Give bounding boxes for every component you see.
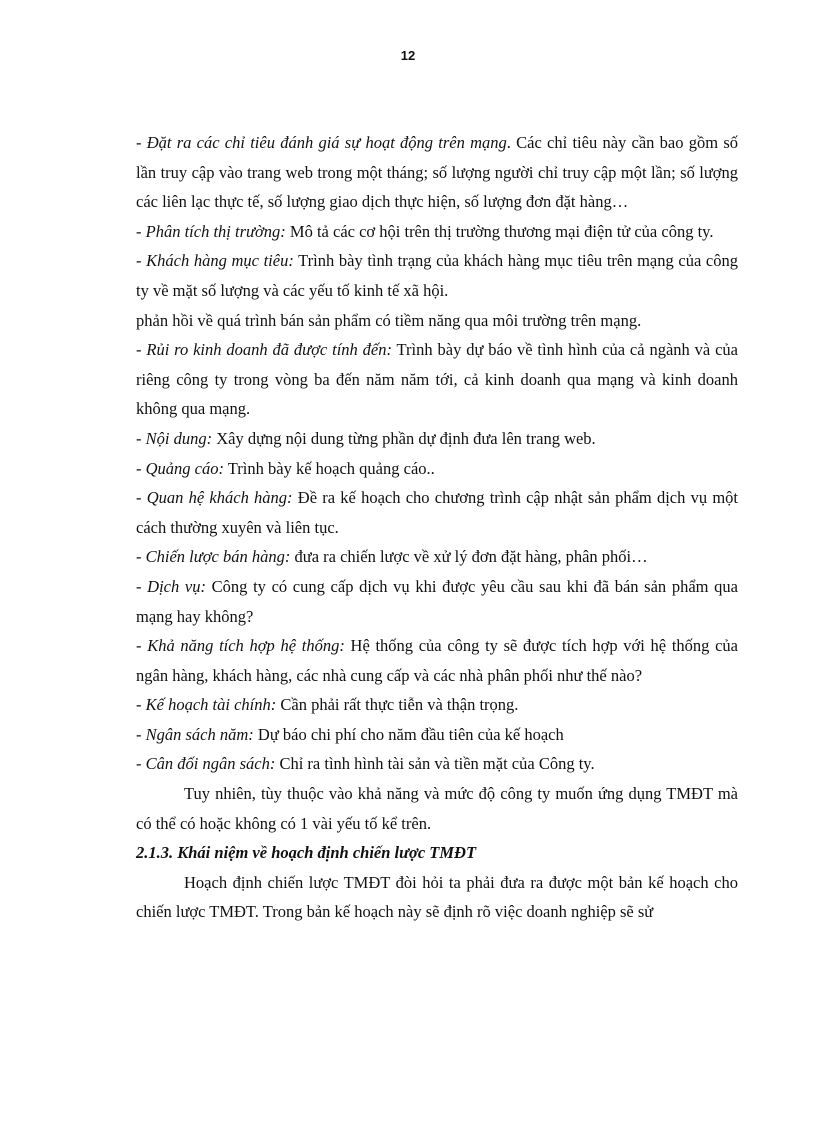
item-body: Trình bày dự báo về tình hình của cả ngành và của riêng công ty trong vòng ba đến năm năm tới, cả kinh doanh qua mạng và kinh doanh không qua mạng. <box>136 340 738 419</box>
item-body: Chỉ ra tình hình tài sản và tiền mặt của Công ty. <box>275 754 595 774</box>
item-title: Chiến lược bán hàng: <box>145 547 291 567</box>
criteria-list <box>136 128 738 779</box>
item-title: Đặt ra các chỉ tiêu đánh giá sự hoạt động trên mạng <box>146 133 507 152</box>
item-title: Dịch vụ: <box>147 576 206 596</box>
list-item <box>136 572 738 631</box>
item-bullet: - <box>136 340 147 360</box>
item-body: Đề ra kế hoạch cho chương trình cập nhật sản phẩm dịch vụ một cách thường xuyên và liên tục. <box>136 488 738 537</box>
item-bullet: - <box>136 547 146 567</box>
item-bullet: - <box>136 695 146 715</box>
list-item <box>136 335 738 424</box>
item-title: Phân tích thị trường: <box>145 221 286 241</box>
item-title: Rủi ro kinh doanh đã được tính đến: <box>146 340 392 360</box>
list-item <box>136 217 738 247</box>
list-item <box>136 749 738 779</box>
list-item <box>136 246 738 305</box>
item-title: Cân đối ngân sách: <box>145 754 276 774</box>
item-title: Kế hoạch tài chính: <box>145 695 277 715</box>
item-body: Mô tả các cơ hội trên thị trường thương mại điện tử của công ty. <box>285 221 714 241</box>
item-bullet: - <box>136 754 146 774</box>
item-body: đưa ra chiến lược về xử lý đơn đặt hàng, phân phối… <box>290 547 648 567</box>
list-item <box>136 454 738 484</box>
list-item <box>136 542 738 572</box>
item-bullet: - <box>136 458 146 478</box>
item-title: Nội dung: <box>145 428 213 448</box>
list-item <box>136 306 738 336</box>
list-item <box>136 720 738 750</box>
item-bullet: - <box>136 724 146 744</box>
item-body: Xây dựng nội dung từng phần dự định đưa lên trang web. <box>212 428 596 448</box>
section-paragraph: Hoạch định chiến lược TMĐT đòi hỏi ta phải đưa ra được một bản kế hoạch cho chiến lược TMĐT. Trong bản kế hoạch này sẽ định rõ việc doanh nghiệp sẽ sử <box>136 872 738 922</box>
list-item <box>136 424 738 454</box>
item-body: Công ty có cung cấp dịch vụ khi được yêu cầu sau khi đã bán sản phẩm qua mạng hay không? <box>136 576 738 626</box>
item-body: Trình bày tình trạng của khách hàng mục tiêu trên mạng của công ty về mặt số lượng và các yếu tố kinh tế xã hội. <box>136 251 738 300</box>
item-body: phản hồi về quá trình bán sản phẩm có tiềm năng qua môi trường trên mạng. <box>136 310 642 330</box>
page-number: 12 <box>400 48 416 63</box>
item-body: Cần phải rất thực tiễn và thận trọng. <box>276 695 519 715</box>
closing-paragraph: Tuy nhiên, tùy thuộc vào khả năng và mức độ công ty muốn ứng dụng TMĐT mà có thể có hoặc không có 1 vài yếu tố kể trên. <box>136 784 738 833</box>
list-item <box>136 128 738 217</box>
item-title: Khách hàng mục tiêu: <box>146 251 294 271</box>
item-body: . Các chỉ tiêu này cần bao gồm số lần truy cập vào trang web trong một tháng; số lượng người chỉ truy cập một lần; số lượng các liên lạc thực tế, số lượng giao dịch thực hiện, số lượng đơn đặt hàng… <box>136 133 738 212</box>
section-heading: 2.1.3. Khái niệm về hoạch định chiến lược TMĐT <box>136 843 477 863</box>
document-body <box>136 128 738 927</box>
item-bullet: - <box>136 576 148 596</box>
item-bullet: - <box>136 251 147 271</box>
item-bullet: - <box>136 221 146 241</box>
item-bullet: - <box>136 488 147 508</box>
item-title: Quảng cáo: <box>145 458 224 478</box>
item-bullet: - <box>136 133 147 152</box>
item-bullet: - <box>136 428 146 448</box>
item-body: Hệ thống của công ty sẽ được tích hợp với hệ thống của ngân hàng, khách hàng, các nhà cung cấp và các nhà phân phối như thế nào? <box>136 636 738 685</box>
item-title: Ngân sách năm: <box>145 724 254 744</box>
list-item <box>136 631 738 690</box>
item-bullet: - <box>136 636 148 656</box>
item-title: Quan hệ khách hàng: <box>146 488 293 508</box>
item-title: Khả năng tích hợp hệ thống: <box>147 636 345 656</box>
item-body: Dự báo chi phí cho năm đầu tiên của kế hoạch <box>253 724 564 744</box>
list-item <box>136 690 738 720</box>
item-body: Trình bày kế hoạch quảng cáo.. <box>223 458 435 478</box>
list-item <box>136 483 738 542</box>
